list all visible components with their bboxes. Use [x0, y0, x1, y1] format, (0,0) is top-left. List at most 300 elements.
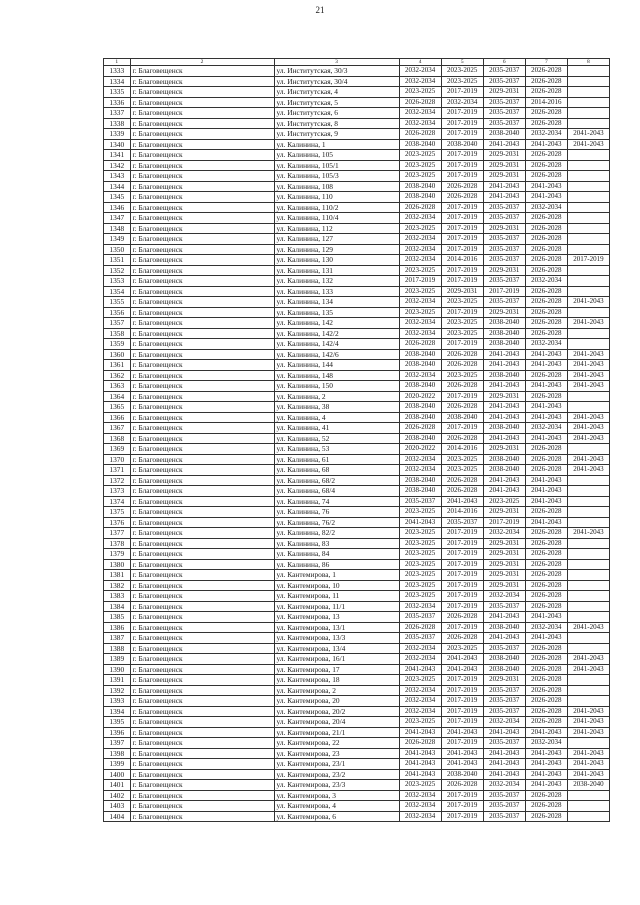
period-cell: 2038-2040: [399, 192, 441, 203]
row-number-cell: 1333: [104, 66, 131, 77]
period-cell: 2029-2031: [483, 171, 525, 182]
city-cell: г. Благовещенск: [130, 97, 274, 108]
period-cell: 2041-2043: [567, 349, 609, 360]
period-cell: 2035-2037: [483, 790, 525, 801]
period-cell: 2041-2043: [567, 654, 609, 665]
address-cell: ул. Кантемирова, 13: [274, 612, 399, 623]
table-row: [104, 171, 610, 182]
address-cell: ул. Калинина, 53: [274, 444, 399, 455]
city-cell: г. Благовещенск: [130, 748, 274, 759]
period-cell: 2017-2019: [483, 286, 525, 297]
city-cell: г. Благовещенск: [130, 717, 274, 728]
address-cell: ул. Кантемирова, 1: [274, 570, 399, 581]
period-cell: 2026-2028: [525, 286, 567, 297]
period-cell: 2038-2040: [399, 360, 441, 371]
table-row: [104, 706, 610, 717]
period-cell: 2032-2034: [525, 339, 567, 350]
period-cell: 2035-2037: [399, 633, 441, 644]
period-cell: [567, 486, 609, 497]
period-cell: 2023-2025: [399, 780, 441, 791]
row-number-cell: 1347: [104, 213, 131, 224]
period-cell: 2017-2019: [441, 801, 483, 812]
address-cell: ул. Калинина, 129: [274, 244, 399, 255]
period-cell: [567, 685, 609, 696]
period-cell: 2041-2043: [483, 486, 525, 497]
period-cell: 2035-2037: [483, 213, 525, 224]
row-number-cell: 1364: [104, 391, 131, 402]
period-cell: 2017-2019: [441, 223, 483, 234]
period-cell: [567, 580, 609, 591]
table-row: [104, 129, 610, 140]
address-cell: ул. Кантемирова, 2: [274, 685, 399, 696]
period-cell: 2032-2034: [399, 118, 441, 129]
period-cell: 2041-2043: [483, 475, 525, 486]
period-cell: 2041-2043: [525, 769, 567, 780]
table-row: [104, 780, 610, 791]
city-cell: г. Благовещенск: [130, 601, 274, 612]
table-row: [104, 486, 610, 497]
period-cell: [567, 286, 609, 297]
column-number-cell: 3: [274, 59, 399, 66]
row-number-cell: 1365: [104, 402, 131, 413]
column-number-cell: 7: [525, 59, 567, 66]
period-cell: 2026-2028: [525, 444, 567, 455]
table-row: [104, 108, 610, 119]
city-cell: г. Благовещенск: [130, 265, 274, 276]
period-cell: 2041-2043: [525, 633, 567, 644]
table-row: [104, 339, 610, 350]
period-cell: 2041-2043: [483, 633, 525, 644]
table-row: [104, 433, 610, 444]
table-row: [104, 570, 610, 581]
period-cell: 2023-2025: [399, 223, 441, 234]
period-cell: 2041-2043: [525, 475, 567, 486]
period-cell: 2035-2037: [483, 297, 525, 308]
city-cell: г. Благовещенск: [130, 696, 274, 707]
period-cell: [567, 181, 609, 192]
period-cell: [567, 66, 609, 77]
period-cell: 2032-2034: [399, 801, 441, 812]
table-row: [104, 307, 610, 318]
period-cell: [567, 738, 609, 749]
period-cell: 2041-2043: [483, 360, 525, 371]
row-number-cell: 1371: [104, 465, 131, 476]
period-cell: 2014-2016: [441, 507, 483, 518]
period-cell: 2026-2028: [525, 801, 567, 812]
table-row: [104, 538, 610, 549]
table-row: [104, 412, 610, 423]
period-cell: 2026-2028: [399, 738, 441, 749]
period-cell: 2026-2028: [525, 234, 567, 245]
row-number-cell: 1342: [104, 160, 131, 171]
period-cell: 2023-2025: [399, 717, 441, 728]
city-cell: г. Благовещенск: [130, 685, 274, 696]
table-row: [104, 801, 610, 812]
period-cell: 2026-2028: [525, 528, 567, 539]
address-cell: ул. Кантемирова, 21/1: [274, 727, 399, 738]
address-cell: ул. Калинина, 110/2: [274, 202, 399, 213]
row-number-cell: 1384: [104, 601, 131, 612]
row-number-cell: 1362: [104, 370, 131, 381]
period-cell: 2035-2037: [483, 66, 525, 77]
period-cell: 2026-2028: [525, 675, 567, 686]
period-cell: 2023-2025: [399, 286, 441, 297]
address-cell: ул. Калинина, 110: [274, 192, 399, 203]
period-cell: 2017-2019: [441, 675, 483, 686]
address-cell: ул. Калинина, 134: [274, 297, 399, 308]
address-cell: ул. Калинина, 68/4: [274, 486, 399, 497]
period-cell: [567, 202, 609, 213]
table-row: [104, 265, 610, 276]
address-cell: ул. Калинина, 105: [274, 150, 399, 161]
period-cell: 2017-2019: [441, 717, 483, 728]
row-number-cell: 1358: [104, 328, 131, 339]
period-cell: [567, 307, 609, 318]
city-cell: г. Благовещенск: [130, 160, 274, 171]
city-cell: г. Благовещенск: [130, 496, 274, 507]
city-cell: г. Благовещенск: [130, 118, 274, 129]
period-cell: 2029-2031: [483, 444, 525, 455]
table-row: [104, 391, 610, 402]
period-cell: 2041-2043: [567, 433, 609, 444]
period-cell: 2029-2031: [483, 265, 525, 276]
row-number-cell: 1334: [104, 76, 131, 87]
period-cell: 2029-2031: [483, 507, 525, 518]
period-cell: 2026-2028: [441, 181, 483, 192]
table-row: [104, 76, 610, 87]
city-cell: г. Благовещенск: [130, 433, 274, 444]
period-cell: 2038-2040: [483, 129, 525, 140]
city-cell: г. Благовещенск: [130, 517, 274, 528]
period-cell: 2023-2025: [399, 528, 441, 539]
city-cell: г. Благовещенск: [130, 349, 274, 360]
address-cell: ул. Калинина, 105/3: [274, 171, 399, 182]
period-cell: 2032-2034: [399, 108, 441, 119]
period-cell: [567, 192, 609, 203]
period-cell: 2029-2031: [483, 150, 525, 161]
period-cell: 2032-2034: [483, 780, 525, 791]
row-number-cell: 1339: [104, 129, 131, 140]
period-cell: [567, 591, 609, 602]
period-cell: 2041-2043: [525, 780, 567, 791]
row-number-cell: 1369: [104, 444, 131, 455]
period-cell: 2038-2040: [483, 664, 525, 675]
address-cell: ул. Калинина, 133: [274, 286, 399, 297]
row-number-cell: 1372: [104, 475, 131, 486]
period-cell: [567, 444, 609, 455]
table-row: [104, 790, 610, 801]
city-cell: г. Благовещенск: [130, 790, 274, 801]
period-cell: 2023-2025: [483, 496, 525, 507]
row-number-cell: 1378: [104, 538, 131, 549]
period-cell: 2041-2043: [567, 727, 609, 738]
table-row: [104, 349, 610, 360]
period-cell: 2032-2034: [525, 129, 567, 140]
period-cell: 2026-2028: [525, 559, 567, 570]
period-cell: [567, 496, 609, 507]
period-cell: 2038-2040: [483, 328, 525, 339]
period-cell: 2041-2043: [525, 181, 567, 192]
period-cell: 2035-2037: [483, 643, 525, 654]
address-cell: ул. Кантемирова, 23/2: [274, 769, 399, 780]
period-cell: 2017-2019: [441, 307, 483, 318]
period-cell: 2041-2043: [567, 370, 609, 381]
address-cell: ул. Калинина, 142/6: [274, 349, 399, 360]
period-cell: 2023-2025: [399, 507, 441, 518]
period-cell: 2041-2043: [441, 496, 483, 507]
period-cell: 2041-2043: [525, 349, 567, 360]
row-number-cell: 1402: [104, 790, 131, 801]
period-cell: 2041-2043: [483, 769, 525, 780]
period-cell: 2041-2043: [525, 360, 567, 371]
table-row: [104, 580, 610, 591]
period-cell: 2017-2019: [441, 276, 483, 287]
period-cell: 2026-2028: [441, 402, 483, 413]
row-number-cell: 1368: [104, 433, 131, 444]
table-row: [104, 202, 610, 213]
city-cell: г. Благовещенск: [130, 276, 274, 287]
period-cell: 2026-2028: [441, 192, 483, 203]
period-cell: 2017-2019: [441, 549, 483, 560]
period-cell: 2032-2034: [525, 276, 567, 287]
address-cell: ул. Кантемирова, 13/4: [274, 643, 399, 654]
period-cell: 2041-2043: [567, 769, 609, 780]
city-cell: г. Благовещенск: [130, 391, 274, 402]
row-number-cell: 1344: [104, 181, 131, 192]
period-cell: 2032-2034: [399, 601, 441, 612]
period-cell: 2026-2028: [441, 381, 483, 392]
period-cell: 2026-2028: [525, 171, 567, 182]
period-cell: 2029-2031: [483, 570, 525, 581]
column-number-row: [104, 59, 610, 66]
period-cell: 2041-2043: [567, 454, 609, 465]
period-cell: 2035-2037: [483, 696, 525, 707]
period-cell: 2041-2043: [441, 748, 483, 759]
period-cell: 2026-2028: [399, 622, 441, 633]
period-cell: 2032-2034: [399, 76, 441, 87]
period-cell: 2023-2025: [441, 328, 483, 339]
period-cell: 2023-2025: [399, 307, 441, 318]
table-row: [104, 496, 610, 507]
period-cell: 2026-2028: [399, 97, 441, 108]
period-cell: [567, 475, 609, 486]
table-row: [104, 622, 610, 633]
period-cell: 2038-2040: [483, 465, 525, 476]
address-cell: ул. Кантемирова, 3: [274, 790, 399, 801]
period-cell: 2023-2025: [399, 570, 441, 581]
table-row: [104, 759, 610, 770]
table-row: [104, 423, 610, 434]
period-cell: 2041-2043: [567, 528, 609, 539]
row-number-cell: 1404: [104, 811, 131, 822]
period-cell: 2041-2043: [483, 748, 525, 759]
row-number-cell: 1377: [104, 528, 131, 539]
table-row: [104, 601, 610, 612]
period-cell: [567, 244, 609, 255]
period-cell: 2017-2019: [441, 391, 483, 402]
period-cell: 2038-2040: [483, 318, 525, 329]
period-cell: 2032-2034: [483, 528, 525, 539]
period-cell: 2041-2043: [525, 496, 567, 507]
period-cell: 2032-2034: [399, 643, 441, 654]
period-cell: 2041-2043: [525, 759, 567, 770]
period-cell: 2023-2025: [399, 150, 441, 161]
period-cell: 2041-2043: [441, 759, 483, 770]
city-cell: г. Благовещенск: [130, 664, 274, 675]
period-cell: 2017-2019: [441, 108, 483, 119]
period-cell: 2026-2028: [441, 360, 483, 371]
period-cell: [567, 507, 609, 518]
city-cell: г. Благовещенск: [130, 475, 274, 486]
period-cell: 2029-2031: [483, 549, 525, 560]
city-cell: г. Благовещенск: [130, 87, 274, 98]
row-number-cell: 1390: [104, 664, 131, 675]
city-cell: г. Благовещенск: [130, 255, 274, 266]
period-cell: 2026-2028: [525, 307, 567, 318]
city-cell: г. Благовещенск: [130, 108, 274, 119]
period-cell: 2041-2043: [483, 381, 525, 392]
row-number-cell: 1340: [104, 139, 131, 150]
period-cell: 2026-2028: [525, 118, 567, 129]
period-cell: 2041-2043: [483, 759, 525, 770]
address-cell: ул. Калинина, 86: [274, 559, 399, 570]
address-cell: ул. Институтская, 30/3: [274, 66, 399, 77]
period-cell: 2032-2034: [483, 717, 525, 728]
row-number-cell: 1394: [104, 706, 131, 717]
city-cell: г. Благовещенск: [130, 622, 274, 633]
city-cell: г. Благовещенск: [130, 213, 274, 224]
address-cell: ул. Калинина, 41: [274, 423, 399, 434]
period-cell: 2038-2040: [483, 622, 525, 633]
address-cell: ул. Калинина, 68: [274, 465, 399, 476]
period-cell: 2035-2037: [483, 234, 525, 245]
period-cell: 2041-2043: [483, 402, 525, 413]
table-row: [104, 696, 610, 707]
period-cell: [567, 118, 609, 129]
period-cell: 2026-2028: [525, 696, 567, 707]
period-cell: 2038-2040: [441, 139, 483, 150]
row-number-cell: 1383: [104, 591, 131, 602]
period-cell: 2023-2025: [399, 591, 441, 602]
period-cell: 2026-2028: [441, 475, 483, 486]
city-cell: г. Благовещенск: [130, 297, 274, 308]
row-number-cell: 1366: [104, 412, 131, 423]
period-cell: [567, 643, 609, 654]
period-cell: 2017-2019: [441, 423, 483, 434]
city-cell: г. Благовещенск: [130, 234, 274, 245]
row-number-cell: 1380: [104, 559, 131, 570]
row-number-cell: 1361: [104, 360, 131, 371]
city-cell: г. Благовещенск: [130, 202, 274, 213]
period-cell: 2041-2043: [567, 381, 609, 392]
city-cell: г. Благовещенск: [130, 486, 274, 497]
period-cell: 2041-2043: [567, 423, 609, 434]
period-cell: 2017-2019: [441, 129, 483, 140]
address-cell: ул. Кантемирова, 17: [274, 664, 399, 675]
address-cell: ул. Кантемирова, 22: [274, 738, 399, 749]
city-cell: г. Благовещенск: [130, 181, 274, 192]
period-cell: 2029-2031: [483, 538, 525, 549]
row-number-cell: 1388: [104, 643, 131, 654]
period-cell: 2026-2028: [399, 129, 441, 140]
row-number-cell: 1367: [104, 423, 131, 434]
table-row: [104, 286, 610, 297]
period-cell: 2035-2037: [483, 244, 525, 255]
address-cell: ул. Кантемирова, 13/1: [274, 622, 399, 633]
table-row: [104, 297, 610, 308]
period-cell: 2026-2028: [525, 318, 567, 329]
column-number-cell: 5: [441, 59, 483, 66]
period-cell: 2023-2025: [441, 297, 483, 308]
city-cell: г. Благовещенск: [130, 360, 274, 371]
period-cell: 2041-2043: [399, 727, 441, 738]
row-number-cell: 1389: [104, 654, 131, 665]
table-row: [104, 685, 610, 696]
address-cell: ул. Калинина, 76: [274, 507, 399, 518]
row-number-cell: 1346: [104, 202, 131, 213]
table-row: [104, 664, 610, 675]
table-row: [104, 633, 610, 644]
period-cell: 2029-2031: [483, 580, 525, 591]
period-cell: 2026-2028: [441, 780, 483, 791]
period-cell: 2017-2019: [441, 244, 483, 255]
row-number-cell: 1381: [104, 570, 131, 581]
period-cell: 2041-2043: [399, 517, 441, 528]
row-number-cell: 1396: [104, 727, 131, 738]
period-cell: [567, 76, 609, 87]
period-cell: [567, 601, 609, 612]
period-cell: 2035-2037: [483, 97, 525, 108]
period-cell: 2041-2043: [483, 192, 525, 203]
period-cell: 2029-2031: [483, 391, 525, 402]
row-number-cell: 1363: [104, 381, 131, 392]
city-cell: г. Благовещенск: [130, 538, 274, 549]
period-cell: 2026-2028: [525, 265, 567, 276]
period-cell: [567, 675, 609, 686]
period-cell: 2029-2031: [483, 559, 525, 570]
period-cell: 2020-2022: [399, 391, 441, 402]
table-row: [104, 402, 610, 413]
city-cell: г. Благовещенск: [130, 129, 274, 140]
period-cell: 2038-2040: [399, 139, 441, 150]
city-cell: г. Благовещенск: [130, 507, 274, 518]
period-cell: [567, 97, 609, 108]
period-cell: [567, 538, 609, 549]
city-cell: г. Благовещенск: [130, 612, 274, 623]
housing-register-table: [103, 58, 610, 822]
period-cell: 2038-2040: [483, 339, 525, 350]
city-cell: г. Благовещенск: [130, 150, 274, 161]
address-cell: ул. Институтская, 5: [274, 97, 399, 108]
table-row: [104, 276, 610, 287]
row-number-cell: 1357: [104, 318, 131, 329]
period-cell: 2041-2043: [525, 139, 567, 150]
row-number-cell: 1376: [104, 517, 131, 528]
period-cell: [567, 160, 609, 171]
city-cell: г. Благовещенск: [130, 570, 274, 581]
period-cell: 2023-2025: [441, 318, 483, 329]
table-row: [104, 370, 610, 381]
row-number-cell: 1338: [104, 118, 131, 129]
period-cell: [567, 790, 609, 801]
period-cell: [567, 559, 609, 570]
period-cell: [567, 696, 609, 707]
period-cell: 2026-2028: [525, 391, 567, 402]
period-cell: 2023-2025: [441, 76, 483, 87]
period-cell: 2026-2028: [525, 255, 567, 266]
period-cell: 2026-2028: [441, 349, 483, 360]
period-cell: 2029-2031: [483, 223, 525, 234]
